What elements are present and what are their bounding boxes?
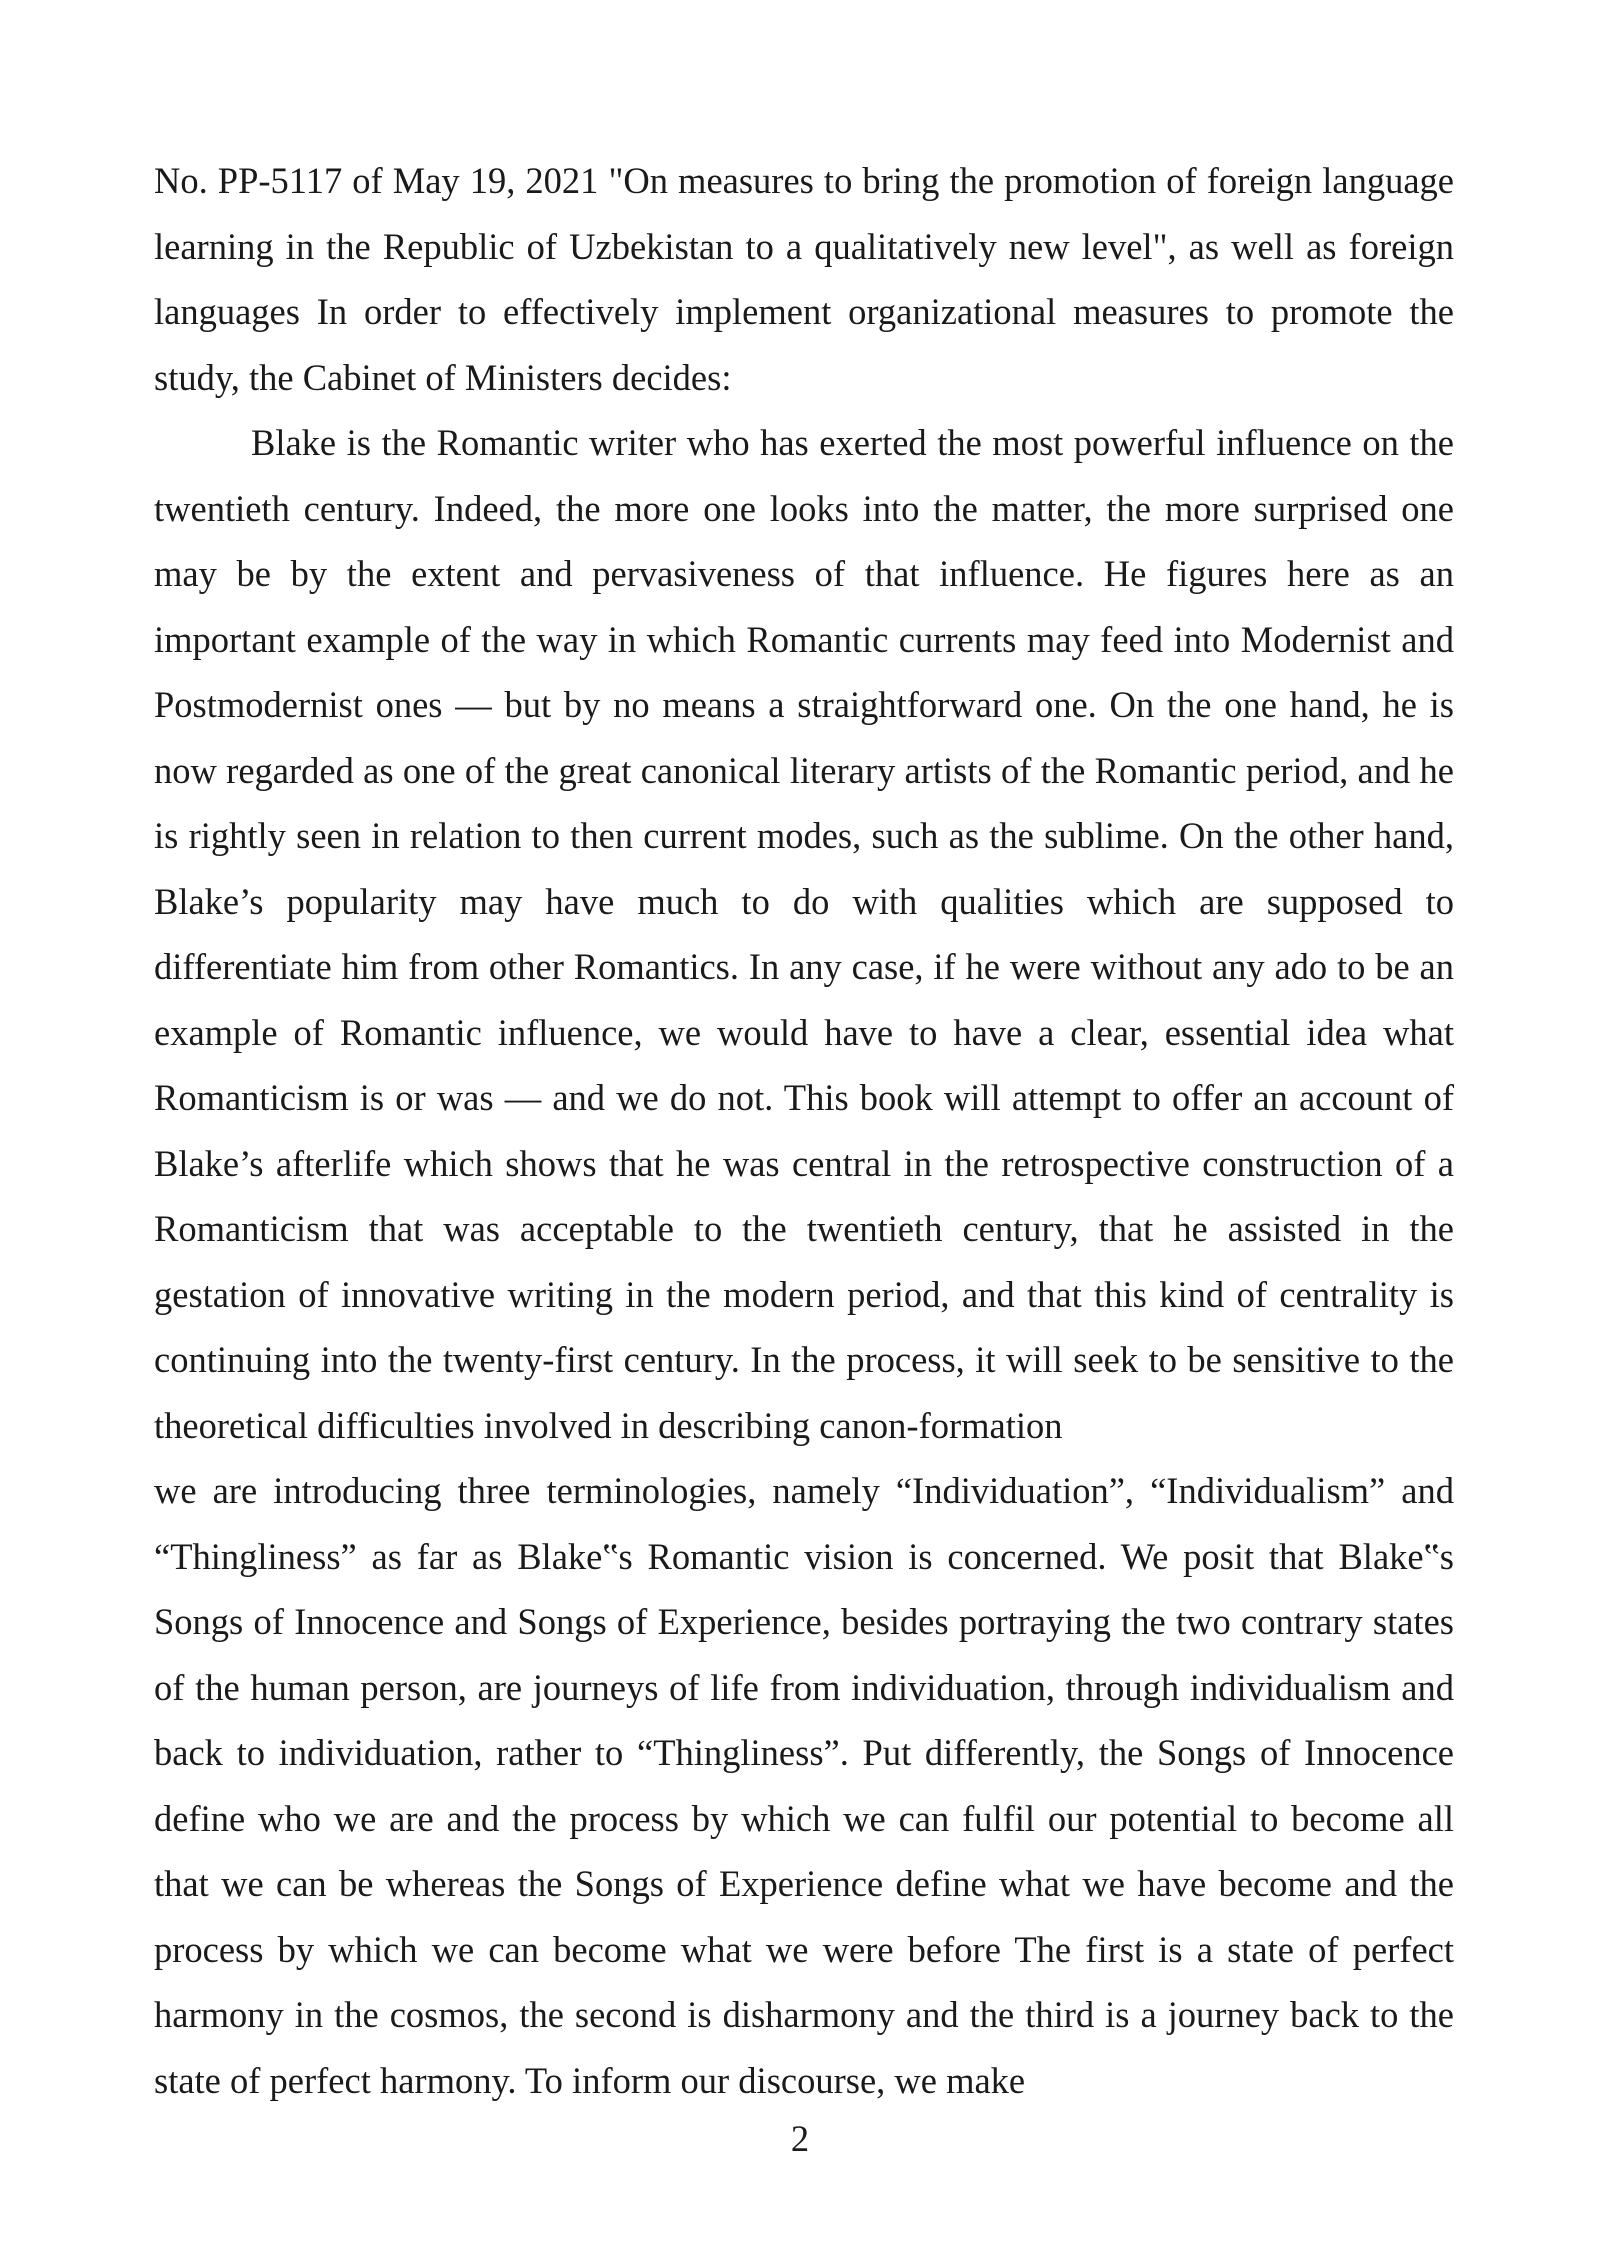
page-number: 2 [790,2118,810,2159]
paragraph-blake-influence: Blake is the Romantic writer who has exerted the most powerful influence on the twentieth century. Indeed, the more one looks into the matter, the more surprised one may be by the extent and pervasiveness of that influence. He figures here as an important example of the way in which Romantic currents may feed into Modernist and Postmodernist ones — but by no means a straightforward one. On the one hand, he is now regarded as one of the great canonical literary artists of the Romantic period, and he is rightly seen in relation to then current modes, such as the sublime. On the other hand, Blake’s popularity may have much to do with qualities which are supposed to differentiate him from other Romantics. In any case, if he were without any ado to be an example of Romantic influence, we would have to have a clear, essential idea what Romanticism is or was — and we do not. This book will attempt to offer an account of Blake’s afterlife which shows that he was central in the retrospective construction of a Romanticism that was acceptable to the twentieth century, that he assisted in the gestation of innovative writing in the modern period, and that this kind of centrality is continuing into the twenty-first century. In the process, it will seek to be sensitive to the theoretical difficulties involved in describing canon-formation [154,422,1454,1446]
paragraph-terminologies: we are introducing three terminologies, namely “Individuation”, “Individualism” and “Thingliness” as far as Blake‟s Romantic vision is concerned. We posit that Blake‟s Songs of Innocence and Songs of Experience, besides portraying the two contrary states of the human person, are journeys of life from individuation, through individualism and back to individuation, rather to “Thingliness”. Put differently, the Songs of Innocence define who we are and the process by which we can fulfil our potential to become all that we can be whereas the Songs of Experience define what we have become and the process by which we can become what we were before The first is a state of perfect harmony in the cosmos, the second is disharmony and the third is a journey back to the state of perfect harmony. To inform our discourse, we make [154,1470,1454,2101]
body-text [154,148,1454,2113]
paragraph-decree: No. PP-5117 of May 19, 2021 "On measures to bring the promotion of foreign language learning in the Republic of Uzbekistan to a qualitatively new level", as well as foreign languages In order to effectively implement organizational measures to promote the study, the Cabinet of Ministers decides: [154,160,1454,398]
